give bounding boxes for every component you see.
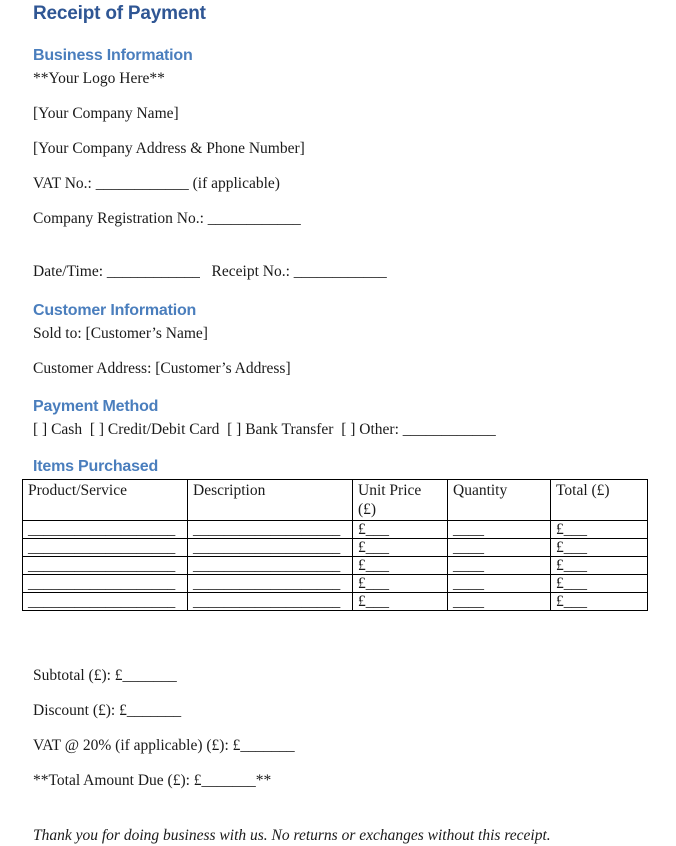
company-name-line: [Your Company Name] bbox=[33, 105, 179, 122]
cell-unit-price-blank: £___ bbox=[353, 593, 448, 611]
cell-total-blank: £___ bbox=[551, 539, 648, 557]
column-header-product-service: Product/Service bbox=[23, 480, 188, 521]
logo-placeholder-line: **Your Logo Here** bbox=[33, 70, 165, 87]
cell-product-blank: ___________________ bbox=[23, 557, 188, 575]
cell-unit-price-blank: £___ bbox=[353, 557, 448, 575]
cell-description-blank: ___________________ bbox=[188, 593, 353, 611]
cell-total-blank: £___ bbox=[551, 575, 648, 593]
subtotal-line: Subtotal (£): £_______ bbox=[33, 667, 177, 684]
section-heading-customer-information: Customer Information bbox=[33, 302, 197, 319]
column-header-description: Description bbox=[188, 480, 353, 521]
cell-quantity-blank: ____ bbox=[448, 557, 551, 575]
cell-total-blank: £___ bbox=[551, 521, 648, 539]
total-amount-due-line: **Total Amount Due (£): £_______** bbox=[33, 772, 272, 789]
section-heading-business-information: Business Information bbox=[33, 47, 193, 64]
table-row bbox=[23, 521, 648, 539]
date-receipt-number-line: Date/Time: ____________ Receipt No.: ____________ bbox=[33, 263, 387, 280]
cell-product-blank: ___________________ bbox=[23, 575, 188, 593]
cell-total-blank: £___ bbox=[551, 593, 648, 611]
company-registration-line: Company Registration No.: ____________ bbox=[33, 210, 301, 227]
cell-description-blank: ___________________ bbox=[188, 557, 353, 575]
cell-unit-price-blank: £___ bbox=[353, 575, 448, 593]
cell-unit-price-blank: £___ bbox=[353, 521, 448, 539]
table-row bbox=[23, 539, 648, 557]
company-address-line: [Your Company Address & Phone Number] bbox=[33, 140, 305, 157]
section-heading-items-purchased: Items Purchased bbox=[33, 458, 159, 475]
cell-quantity-blank: ____ bbox=[448, 575, 551, 593]
payment-options-line: [ ] Cash [ ] Credit/Debit Card [ ] Bank Transfer [ ] Other: ____________ bbox=[33, 421, 496, 438]
cell-product-blank: ___________________ bbox=[23, 539, 188, 557]
table-row bbox=[23, 575, 648, 593]
section-heading-payment-method: Payment Method bbox=[33, 398, 159, 415]
table-row bbox=[23, 557, 648, 575]
cell-description-blank: ___________________ bbox=[188, 575, 353, 593]
table-row bbox=[23, 593, 648, 611]
cell-description-blank: ___________________ bbox=[188, 521, 353, 539]
vat-number-line: VAT No.: ____________ (if applicable) bbox=[33, 175, 280, 192]
column-header-total: Total (£) bbox=[551, 480, 648, 521]
table-header-row bbox=[23, 480, 648, 521]
column-header-unit-price: Unit Price (£) bbox=[353, 480, 448, 521]
cell-product-blank: ___________________ bbox=[23, 521, 188, 539]
items-purchased-table bbox=[22, 479, 648, 611]
column-header-quantity: Quantity bbox=[448, 480, 551, 521]
discount-line: Discount (£): £_______ bbox=[33, 702, 182, 719]
cell-quantity-blank: ____ bbox=[448, 593, 551, 611]
page-title: Receipt of Payment bbox=[33, 3, 206, 24]
sold-to-line: Sold to: [Customer’s Name] bbox=[33, 325, 208, 342]
cell-total-blank: £___ bbox=[551, 557, 648, 575]
cell-description-blank: ___________________ bbox=[188, 539, 353, 557]
thank-you-note: Thank you for doing business with us. No returns or exchanges without this receipt. bbox=[33, 827, 551, 844]
cell-unit-price-blank: £___ bbox=[353, 539, 448, 557]
customer-address-line: Customer Address: [Customer’s Address] bbox=[33, 360, 291, 377]
vat-total-line: VAT @ 20% (if applicable) (£): £_______ bbox=[33, 737, 295, 754]
cell-quantity-blank: ____ bbox=[448, 521, 551, 539]
cell-product-blank: ___________________ bbox=[23, 593, 188, 611]
cell-quantity-blank: ____ bbox=[448, 539, 551, 557]
